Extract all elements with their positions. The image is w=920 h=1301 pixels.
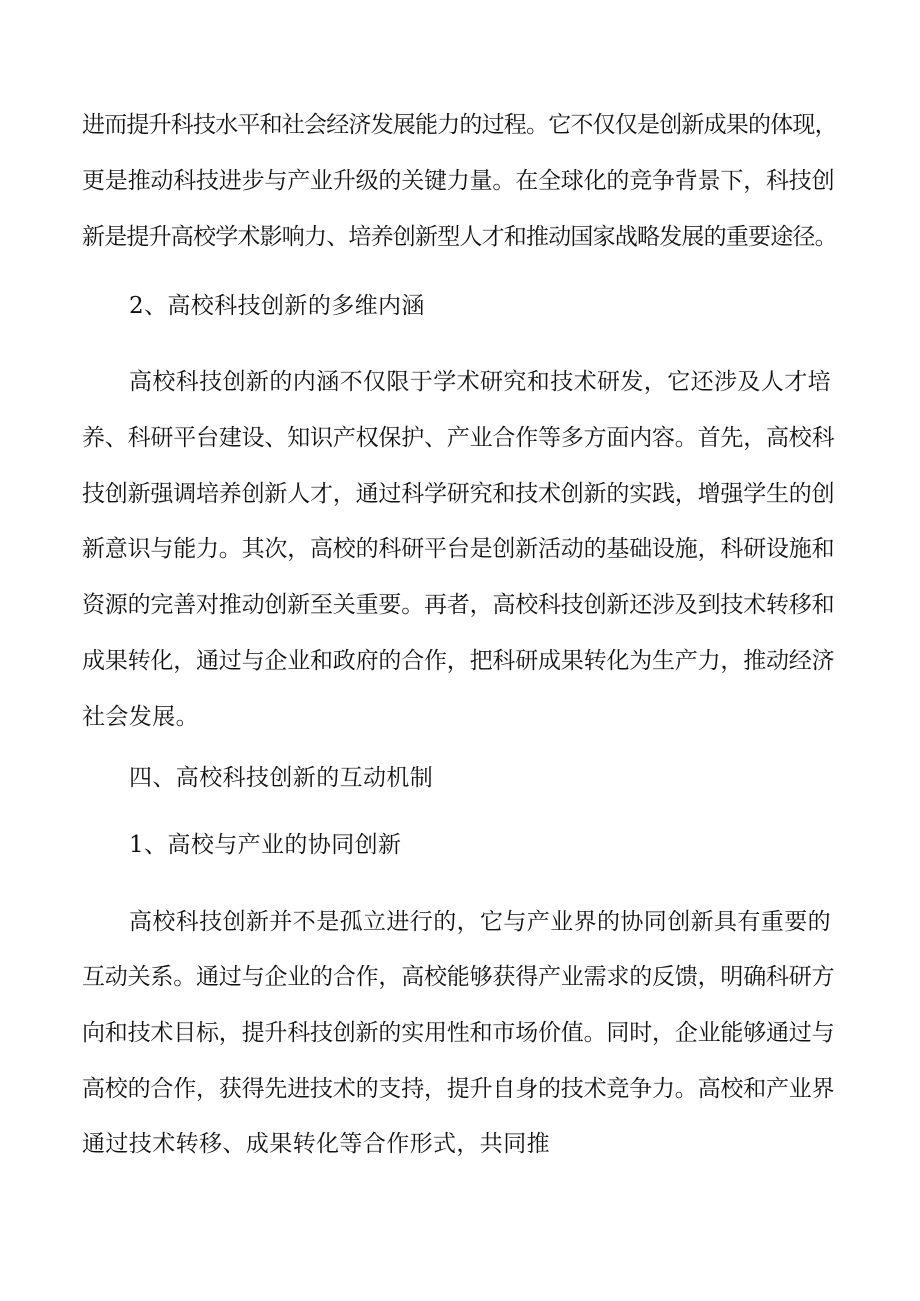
text-line: 进而提升科技水平和社会经济发展能力的过程。它不仅仅是创新成果的体现， [82, 112, 837, 138]
text-line: 新是提升高校学术影响力、培养创新型人才和推动国家战略发展的重要途径。 [82, 224, 837, 250]
text-line: 向和技术目标，提升科技创新的实用性和市场价值。同时，企业能够通过与 [82, 1020, 835, 1046]
text-line: 更是推动科技进步与产业升级的关键力量。在全球化的竞争背景下，科技创 [82, 168, 835, 194]
text-line: 资源的完善对推动创新至关重要。再者，高校科技创新还涉及到技术转移和 [82, 592, 835, 618]
section-heading: 2、高校科技创新的多维内涵 [129, 293, 425, 319]
section-heading: 1、高校与产业的协同创新 [129, 832, 402, 858]
text-line: 技创新强调培养创新人才，通过科学研究和技术创新的实践，增强学生的创 [82, 481, 835, 507]
text-line: 成果转化，通过与企业和政府的合作，把科研成果转化为生产力，推动经济 [82, 648, 835, 674]
paragraph-first-line: 高校科技创新的内涵不仅限于学术研究和技术研发，它还涉及人才培 [129, 369, 831, 395]
text-line: 新意识与能力。其次，高校的科研平台是创新活动的基础设施，科研设施和 [82, 536, 835, 562]
text-line: 互动关系。通过与企业的合作，高校能够获得产业需求的反馈，明确科研方 [82, 964, 835, 990]
text-line: 高校的合作，获得先进技术的支持，提升自身的技术竞争力。高校和产业界 [82, 1076, 835, 1102]
text-line: 通过技术转移、成果转化等合作形式，共同推 [82, 1131, 550, 1157]
chapter-heading: 四、高校科技创新的互动机制 [129, 765, 434, 791]
text-line: 社会发展。 [82, 704, 199, 730]
text-line: 养、科研平台建设、知识产权保护、产业合作等多方面内容。首先，高校科 [82, 425, 835, 451]
paragraph-first-line: 高校科技创新并不是孤立进行的，它与产业界的协同创新具有重要的 [129, 909, 831, 935]
